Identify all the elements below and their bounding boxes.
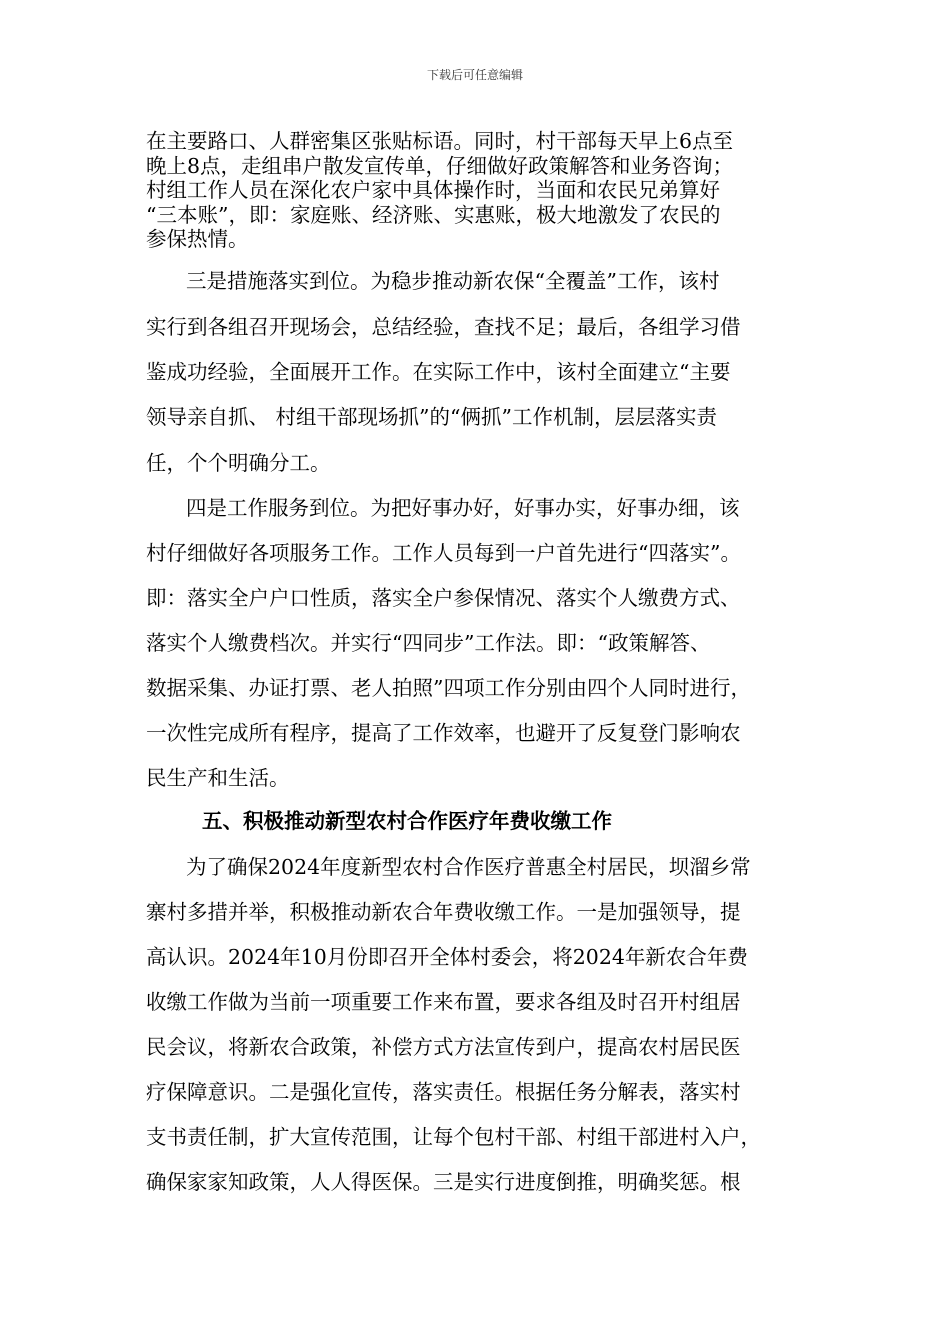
paragraph-line: 寨村多措并举，积极推动新农合年费收缴工作。一是加强领导，提 bbox=[146, 900, 741, 924]
paragraph-line: 确保家家知政策，人人得医保。三是实行进度倒推，明确奖惩。根 bbox=[146, 1170, 741, 1194]
paragraph-line: 晚上8点，走组串户散发宣传单，仔细做好政策解答和业务咨询； bbox=[146, 154, 734, 178]
paragraph-line: 村组工作人员在深化农户家中具体操作时，当面和农民兄弟算好 bbox=[146, 178, 720, 202]
paragraph-line: 参保热情。 bbox=[146, 227, 249, 251]
paragraph-line: 民生产和生活。 bbox=[146, 766, 290, 790]
paragraph-line: 任，个个明确分工。 bbox=[146, 451, 331, 475]
paragraph-line: 鉴成功经验，全面展开工作。在实际工作中，该村全面建立“主要 bbox=[146, 360, 731, 384]
paragraph-line: 在主要路口、人群密集区张贴标语。同时，村干部每天早上6点至 bbox=[146, 129, 734, 153]
paragraph-line: 民会议，将新农合政策，补偿方式方法宣传到户，提高农村居民医 bbox=[146, 1035, 741, 1059]
paragraph-line: “三本账”，即：家庭账、经济账、实惠账，极大地激发了农民的 bbox=[146, 203, 721, 227]
paragraph-line: 村仔细做好各项服务工作。工作人员每到一户首先进行“四落实”。 bbox=[146, 541, 741, 565]
paragraph-line: 即：落实全户户口性质，落实全户参保情况、落实个人缴费方式、 bbox=[146, 586, 741, 610]
paragraph-line: 三是措施落实到位。为稳步推动新农保“全覆盖”工作，该村 bbox=[186, 269, 720, 293]
section-heading: 五、积极推动新型农村合作医疗年费收缴工作 bbox=[202, 809, 612, 833]
paragraph-line: 实行到各组召开现场会，总结经验，查找不足；最后，各组学习借 bbox=[146, 315, 741, 339]
paragraph-line: 支书责任制，扩大宣传范围，让每个包村干部、村组干部进村入户， bbox=[146, 1125, 761, 1149]
paragraph-line: 领导亲自抓、 村组干部现场抓”的“俩抓”工作机制，层层落实责 bbox=[146, 405, 717, 429]
page-header-note: 下载后可任意编辑 bbox=[426, 68, 523, 82]
paragraph-line: 一次性完成所有程序，提高了工作效率，也避开了反复登门影响农 bbox=[146, 721, 741, 745]
paragraph-line: 数据采集、办证打票、老人拍照”四项工作分别由四个人同时进行， bbox=[146, 676, 751, 700]
paragraph-line: 落实个人缴费档次。并实行“四同步”工作法。即：“政策解答、 bbox=[146, 631, 711, 655]
paragraph-line: 为了确保2024年度新型农村合作医疗普惠全村居民，坝溜乡常 bbox=[186, 855, 751, 879]
paragraph-line: 高认识。2024年10月份即召开全体村委会，将2024年新农合年费 bbox=[146, 945, 748, 969]
paragraph-line: 四是工作服务到位。为把好事办好，好事办实，好事办细，该 bbox=[186, 496, 740, 520]
paragraph-line: 疗保障意识。二是强化宣传，落实责任。根据任务分解表，落实村 bbox=[146, 1080, 741, 1104]
paragraph-line: 收缴工作做为当前一项重要工作来布置，要求各组及时召开村组居 bbox=[146, 990, 741, 1014]
